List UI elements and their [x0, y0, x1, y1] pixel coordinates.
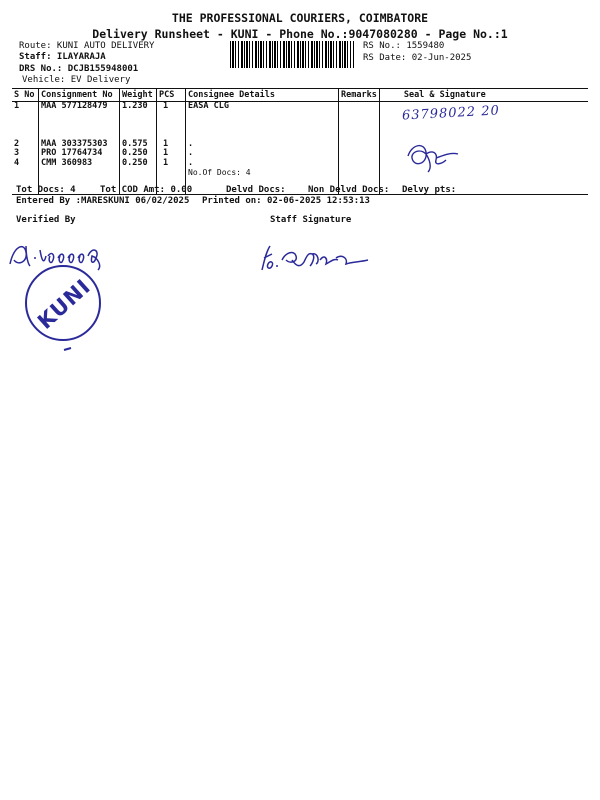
cell-consignment: [39, 102, 120, 195]
col-seal-signature: Seal & Signature: [379, 89, 588, 102]
company-name: THE PROFESSIONAL COURIERS, COIMBATORE: [171, 11, 429, 25]
route-label: Route: KUNI AUTO DELIVERY: [19, 41, 155, 51]
verified-by-label: Verified By: [16, 215, 76, 225]
consignee-signature: [402, 138, 462, 178]
printed-on: Printed on: 02-06-2025 12:53:13: [202, 196, 370, 206]
cell-pcs: [157, 102, 186, 195]
row4-consignment: CMM 360983: [41, 157, 93, 168]
vehicle-label: Vehicle: EV Delivery: [22, 75, 131, 85]
row2-consignment: MAA 303375303: [41, 138, 108, 149]
row3-weight: 0.250: [122, 148, 148, 158]
col-weight: Weight: [120, 89, 157, 102]
runsheet-title: Delivery Runsheet - KUNI - Phone No.:9047080280 - Page No.:1: [92, 27, 508, 41]
cell-sno: [12, 102, 39, 195]
row4-weight: 0.250: [122, 157, 148, 168]
staff-signature: [256, 240, 376, 276]
col-remarks: Remarks: [339, 89, 380, 102]
delivery-table: [12, 88, 588, 195]
row4-consignee: .: [188, 157, 194, 168]
row1-pcs: 1: [163, 101, 169, 111]
stamp-mark: [62, 345, 74, 353]
non-delvd-docs: Non Delvd Docs:: [308, 185, 390, 195]
drs-number: DRS No.: DCJB155948001: [19, 64, 139, 74]
row4-sno: 4: [14, 157, 20, 168]
cell-consignee: [186, 102, 339, 195]
row3-pcs: 1: [163, 148, 169, 158]
row2-sno: 2: [14, 138, 20, 149]
row3-sno: 3: [14, 148, 20, 158]
rs-date: RS Date: 02-Jun-2025: [363, 53, 472, 63]
staff-label: Staff: ILAYARAJA: [19, 52, 106, 62]
col-consignment: Consignment No: [39, 89, 120, 102]
col-pcs: PCS: [157, 89, 186, 102]
stamp-text: KUNI: [32, 274, 96, 334]
delvd-docs: Delvd Docs:: [226, 185, 286, 195]
row1-sno: 1: [14, 101, 20, 111]
row1-weight: 1.230: [122, 101, 148, 111]
row2-consignee: .: [188, 138, 194, 149]
row1-consignment: MAA 577128479: [41, 101, 108, 111]
col-consignee: Consignee Details: [186, 89, 339, 102]
rs-number: RS No.: 1559480: [363, 41, 445, 51]
delvy-pts: Delvy pts:: [402, 185, 457, 195]
cell-remarks: [339, 102, 380, 195]
row3-consignment: PRO 17764734: [41, 148, 103, 158]
row1-consignee: EASA CLG: [188, 101, 229, 111]
tot-docs: Tot Docs: 4: [16, 185, 76, 195]
entered-by: Entered By :MARESKUNI 06/02/2025: [16, 196, 190, 206]
table-body: [12, 102, 588, 195]
table-header: [12, 89, 588, 102]
handwritten-phone: 63798022 20: [401, 103, 500, 124]
barcode: [230, 41, 354, 68]
staff-signature-label: Staff Signature: [270, 215, 352, 225]
no-of-docs: No.Of Docs: 4: [188, 168, 251, 177]
tot-cod-amount: Tot COD Amt: 0.00: [100, 185, 193, 195]
row2-weight: 0.575: [122, 138, 148, 149]
col-sno: S No: [12, 89, 39, 102]
cell-seal-signature: [379, 102, 588, 195]
cell-weight: [120, 102, 157, 195]
row4-pcs: 1: [163, 157, 169, 168]
row3-consignee: .: [188, 148, 194, 158]
row2-pcs: 1: [163, 138, 169, 149]
